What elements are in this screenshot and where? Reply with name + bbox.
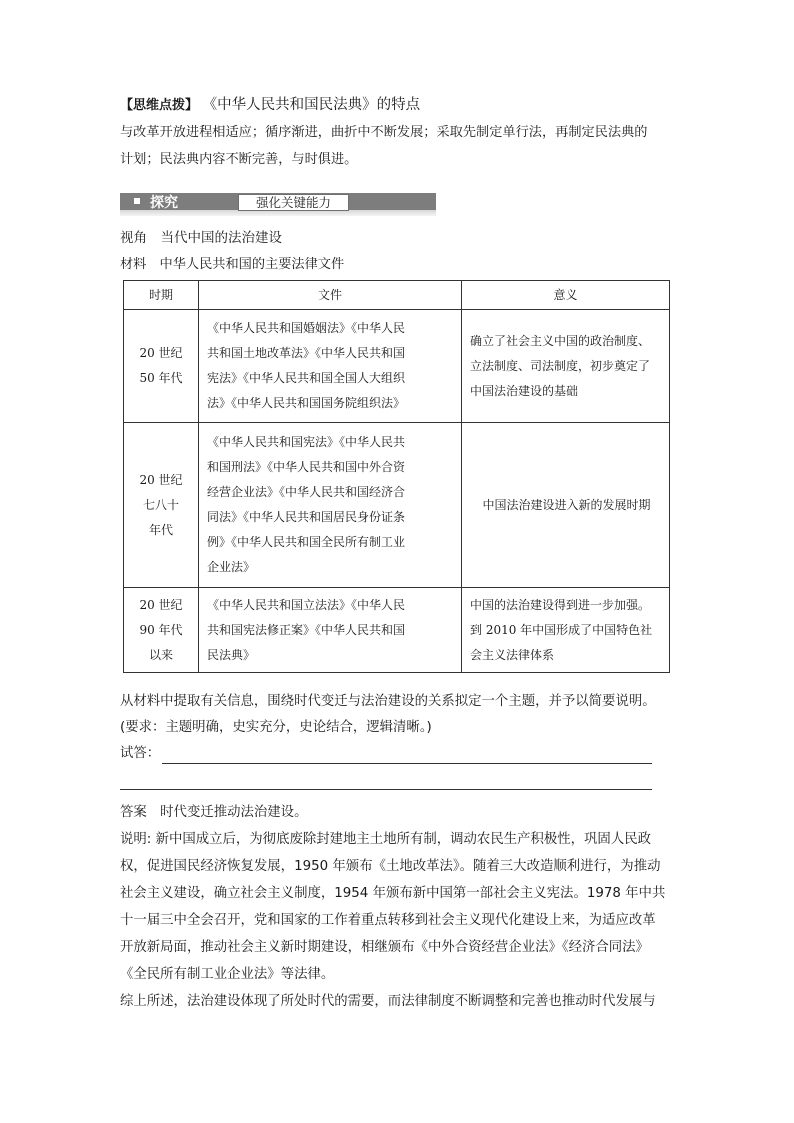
tip-line: 与改革开放进程相适应；循序渐进，曲折中不断发展；采取先制定单行法，再制定民法典的 <box>120 125 648 140</box>
answer-line[interactable] <box>120 789 652 790</box>
question-requirements: (要求：主题明确，史实充分，史论结合，逻辑清晰。) <box>120 720 432 735</box>
cell-period: 20 世纪 50 年代 <box>124 310 199 423</box>
table-row <box>124 588 670 673</box>
cell-significance: 中国的法治建设得到进一步加强。 到 2010 年中国形成了中国特色社 会主义法律体系 <box>462 588 670 673</box>
cell-significance: 确立了社会主义中国的政治制度、 立法制度、司法制度，初步奠定了 中国法治建设的基础 <box>462 310 670 423</box>
answer-line-text: 说明: 新中国成立后，为彻底废除封建地主土地所有制，调动农民生产积极性，巩固人民政 <box>120 832 651 847</box>
answer-line-text: 十一届三中全会召开，党和国家的工作着重点转移到社会主义现代化建设上来，为适应改革 <box>120 913 656 928</box>
header-period: 时期 <box>124 281 199 310</box>
answer-line-text: 开放新局面，推动社会主义新时期建设，相继颁布《中外合资经营企业法》《经济合同法》 <box>120 940 649 955</box>
tip-tag: 【思维点拨】 <box>120 98 199 113</box>
cell-documents: 《中华人民共和国婚姻法》《中华人民 共和国土地改革法》《中华人民共和国 宪法》《中华人民共和国全国人大组织 法》《中华人民共和国国务院组织法》 <box>199 310 462 423</box>
answer-line-text: 社会主义建设，确立社会主义制度，1954 年颁布新中国第一部社会主义宪法。1978 年中共 <box>120 886 666 901</box>
answer-label: 试答： <box>120 746 161 761</box>
square-bullet-icon <box>134 198 140 204</box>
answer-line-text: 权，促进国民经济恢复发展，1950 年颁布《土地改革法》。随着三大改造顺利进行，为推动 <box>120 859 661 874</box>
explore-banner <box>120 189 680 215</box>
answer-line-text: 《全民所有制工业企业法》等法律。 <box>120 967 335 982</box>
perspective-heading: 视角 当代中国的法治建设 <box>120 230 282 246</box>
answer-line-text: 综上所述，法治建设体现了所处时代的需要，而法律制度不断调整和完善也推动时代发展与 <box>120 994 656 1009</box>
cell-significance: 中国法治建设进入新的发展时期 <box>462 423 670 588</box>
document-page <box>120 92 680 1015</box>
header-significance: 意义 <box>462 281 670 310</box>
answer-line[interactable] <box>162 763 652 764</box>
cell-documents: 《中华人民共和国宪法》《中华人民共 和国刑法》《中华人民共和国中外合资 经营企业法》《中华人民共和国经济合 同法》《中华人民共和国居民身份证条 例》《中华人民共和国全民所有制工业 企业法》 <box>199 423 462 588</box>
table-header-row <box>124 281 670 310</box>
answer-title: 答案 时代变迁推动法治建设。 <box>120 805 308 820</box>
cell-documents: 《中华人民共和国立法法》《中华人民 共和国宪法修正案》《中华人民共和国 民法典》 <box>199 588 462 673</box>
cell-period: 20 世纪 七八十 年代 <box>124 423 199 588</box>
header-documents: 文件 <box>199 281 462 310</box>
thinking-tip <box>120 92 680 173</box>
tip-heading <box>120 92 680 119</box>
answer-area[interactable] <box>120 741 680 767</box>
tip-line: 计划；民法典内容不断完善，与时俱进。 <box>120 152 358 167</box>
table-row <box>124 310 670 423</box>
banner-subtitle: 强化关键能力 <box>238 194 349 211</box>
material-heading: 材料 中华人民共和国的主要法律文件 <box>120 257 345 272</box>
cell-period: 20 世纪 90 年代 以来 <box>124 588 199 673</box>
question-text: 从材料中提取有关信息，围绕时代变迁与法治建设的关系拟定一个主题，并予以简要说明。 <box>120 694 656 709</box>
banner-explore: 探究 <box>120 193 238 213</box>
table-row <box>124 423 670 588</box>
tip-title: 《中华人民共和国民法典》的特点 <box>202 97 421 113</box>
law-documents-table <box>123 280 670 673</box>
